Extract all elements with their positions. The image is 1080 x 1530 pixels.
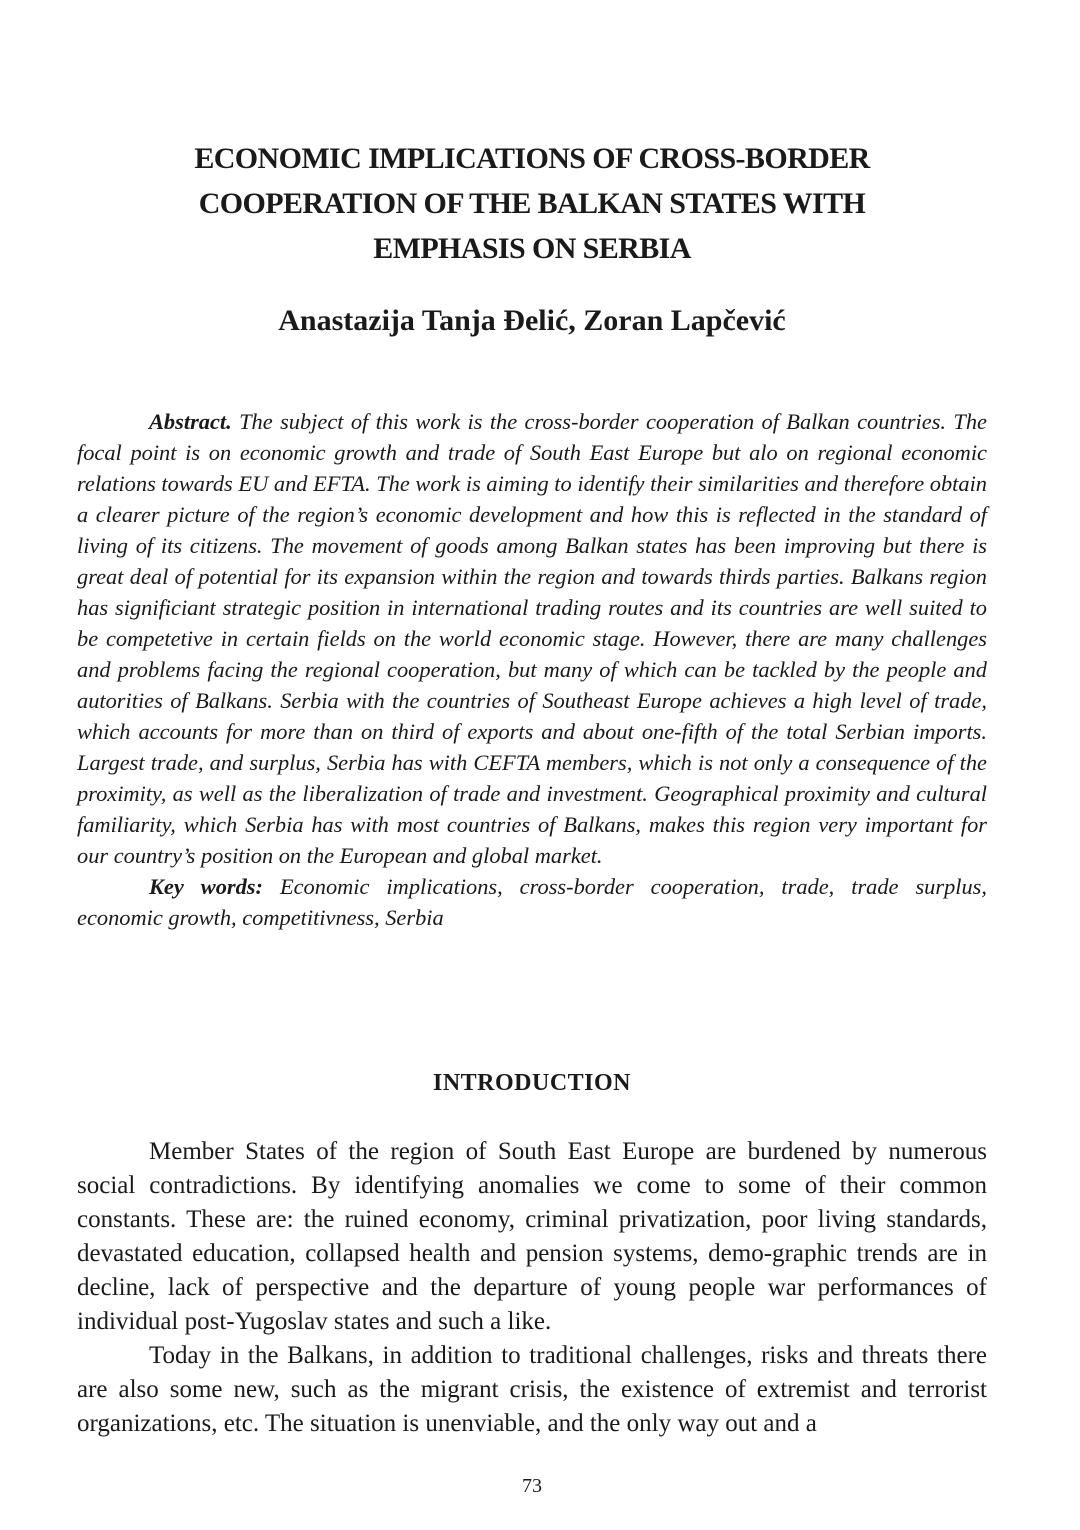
keywords-paragraph [77, 871, 987, 933]
keywords-label: Key words: [149, 874, 263, 899]
body-paragraph: Member States of the region of South East Europe are burdened by numerous social contradictions. By identifying anomalies we come to some of their common constants. These are: the ruined economy, criminal privatization, poor living standards, devastated education, collapsed health and pension systems, demo-graphic trends are in decline, lack of perspective and the departure of young people war performances of individual post-Yugoslav states and such a like. [77, 1138, 987, 1335]
keywords-text: Economic implications, cross-border cooperation, trade, trade surplus, economic growth, competitivness, Serbia [77, 874, 987, 930]
title-line: ECONOMIC IMPLICATIONS OF CROSS-BORDER [194, 142, 870, 175]
abstract-paragraph [77, 406, 987, 871]
abstract-text: The subject of this work is the cross-border cooperation of Balkan countries. The focal point is on economic growth and trade of South East Europe but alo on regional economic relations towards EU and EFTA. The work is aiming to identify their similarities and therefore obtain a clearer picture of the region’s economic development and how this is reflected in the standard of living of its citizens. The movement of goods among Balkan states has been improving but there is great deal of potential for its expansion within the region and towards thirds parties. Balkans region has significiant strategic position in international trading routes and its countries are well suited to be competetive in certain fields on the world economic stage. However, there are many challenges and problems facing the regional cooperation, but many of which can be tackled by the people and autorities of Balkans. Serbia with the countries of Southeast Europe achieves a high level of trade, which accounts for more than on third of exports and about one-fifth of the total Serbian imports. Largest trade, and surplus, Serbia has with CEFTA members, which is not only a consequence of the proximity, as well as the liberalization of trade and investment. Geographical proximity and cultural familiarity, which Serbia has with most countries of Balkans, makes this region very important for our country’s position on the European and global market. [77, 409, 987, 868]
paper-page [77, 0, 987, 1530]
introduction-body [77, 1135, 987, 1441]
abstract-label: Abstract. [149, 409, 232, 434]
title-line: COOPERATION OF THE BALKAN STATES WITH [198, 187, 866, 220]
abstract-block [77, 406, 987, 933]
page-number: 73 [522, 1475, 542, 1497]
authors: Anastazija Tanja Đelić, Zoran Lapčević [278, 304, 786, 337]
body-paragraph: Today in the Balkans, in addition to traditional challenges, risks and threats there are also some new, such as the migrant crisis, the existence of extremist and terrorist organizations, etc. The situation is unenviable, and the only way out and a [77, 1342, 987, 1437]
title-line: EMPHASIS ON SERBIA [373, 232, 691, 265]
section-heading: INTRODUCTION [432, 1070, 632, 1096]
paper-title [77, 136, 987, 271]
